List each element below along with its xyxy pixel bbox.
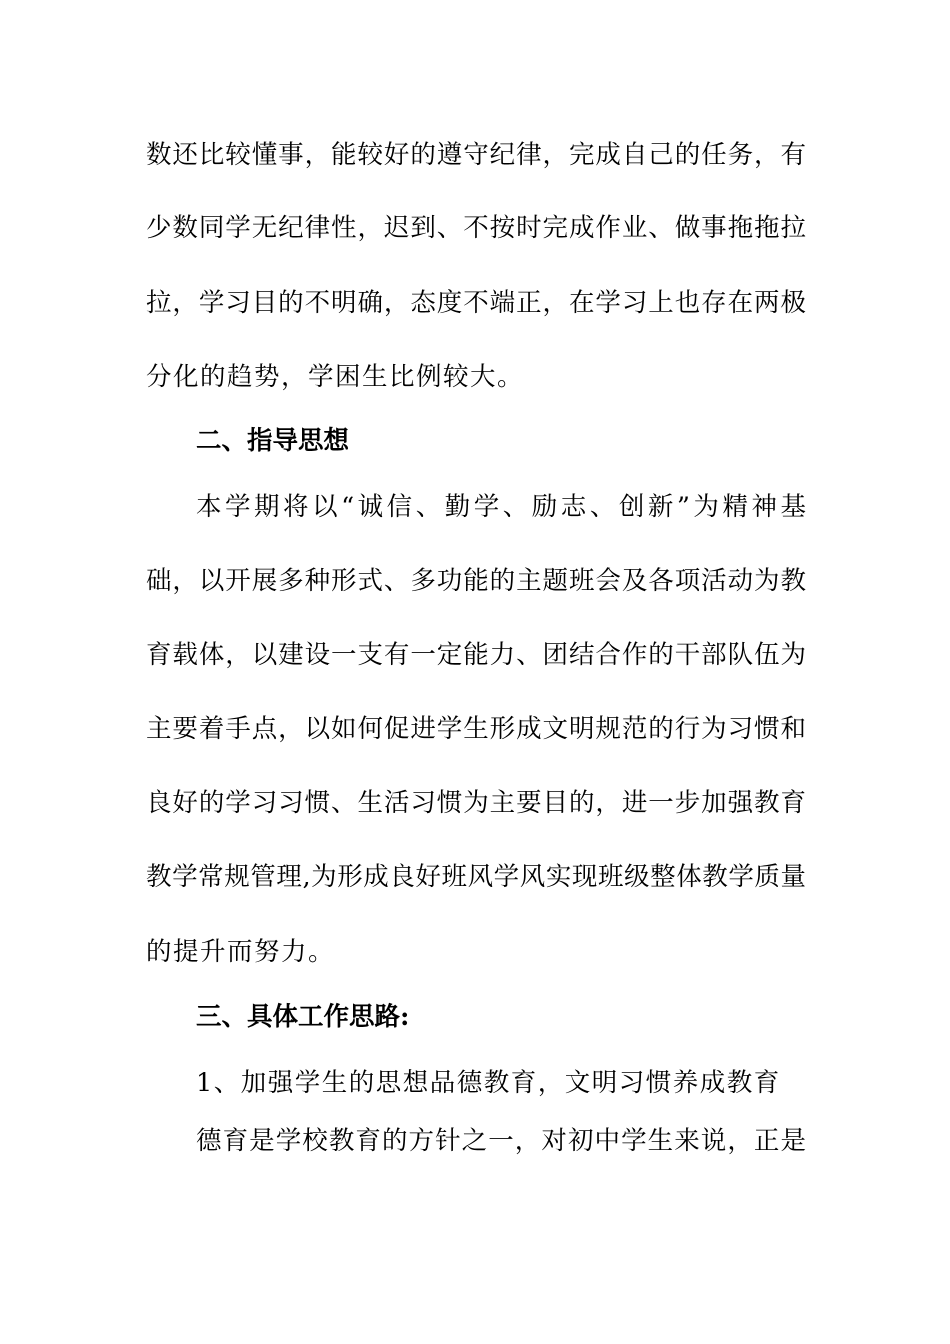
guiding-line-5: 良好的学习习惯、生活习惯为主要目的，进一步加强教育: [146, 788, 806, 818]
paragraph-line-2: 少数同学无纪律性，迟到、不按时完成作业、做事拖拖拉: [146, 213, 806, 243]
section-heading-guiding-thought: 二、指导思想: [196, 426, 350, 456]
paragraph-line-4: 分化的趋势，学困生比例较大。: [146, 362, 525, 392]
item-1-text: 德育是学校教育的方针之一，对初中学生来说，正是: [196, 1126, 806, 1156]
paragraph-line-3: 拉，学习目的不明确，态度不端正，在学习上也存在两极: [146, 288, 806, 318]
item-1-heading: 1、加强学生的思想品德教育，文明习惯养成教育: [196, 1068, 781, 1098]
guiding-line-2: 础，以开展多种形式、多功能的主题班会及各项活动为教: [146, 566, 806, 596]
guiding-line-1: 本学期将以“诚信、勤学、励志、创新”为精神基: [196, 492, 806, 522]
section-heading-work-ideas: 三、具体工作思路:: [196, 1002, 410, 1032]
guiding-line-6: 教学常规管理,为形成良好班风学风实现班级整体教学质量: [146, 862, 806, 892]
guiding-line-4: 主要着手点，以如何促进学生形成文明规范的行为习惯和: [146, 714, 806, 744]
guiding-line-3: 育载体，以建设一支有一定能力、团结合作的干部队伍为: [146, 640, 806, 670]
paragraph-line-1: 数还比较懂事，能较好的遵守纪律，完成自己的任务，有: [146, 140, 806, 170]
guiding-line-7: 的提升而努力。: [146, 937, 336, 967]
